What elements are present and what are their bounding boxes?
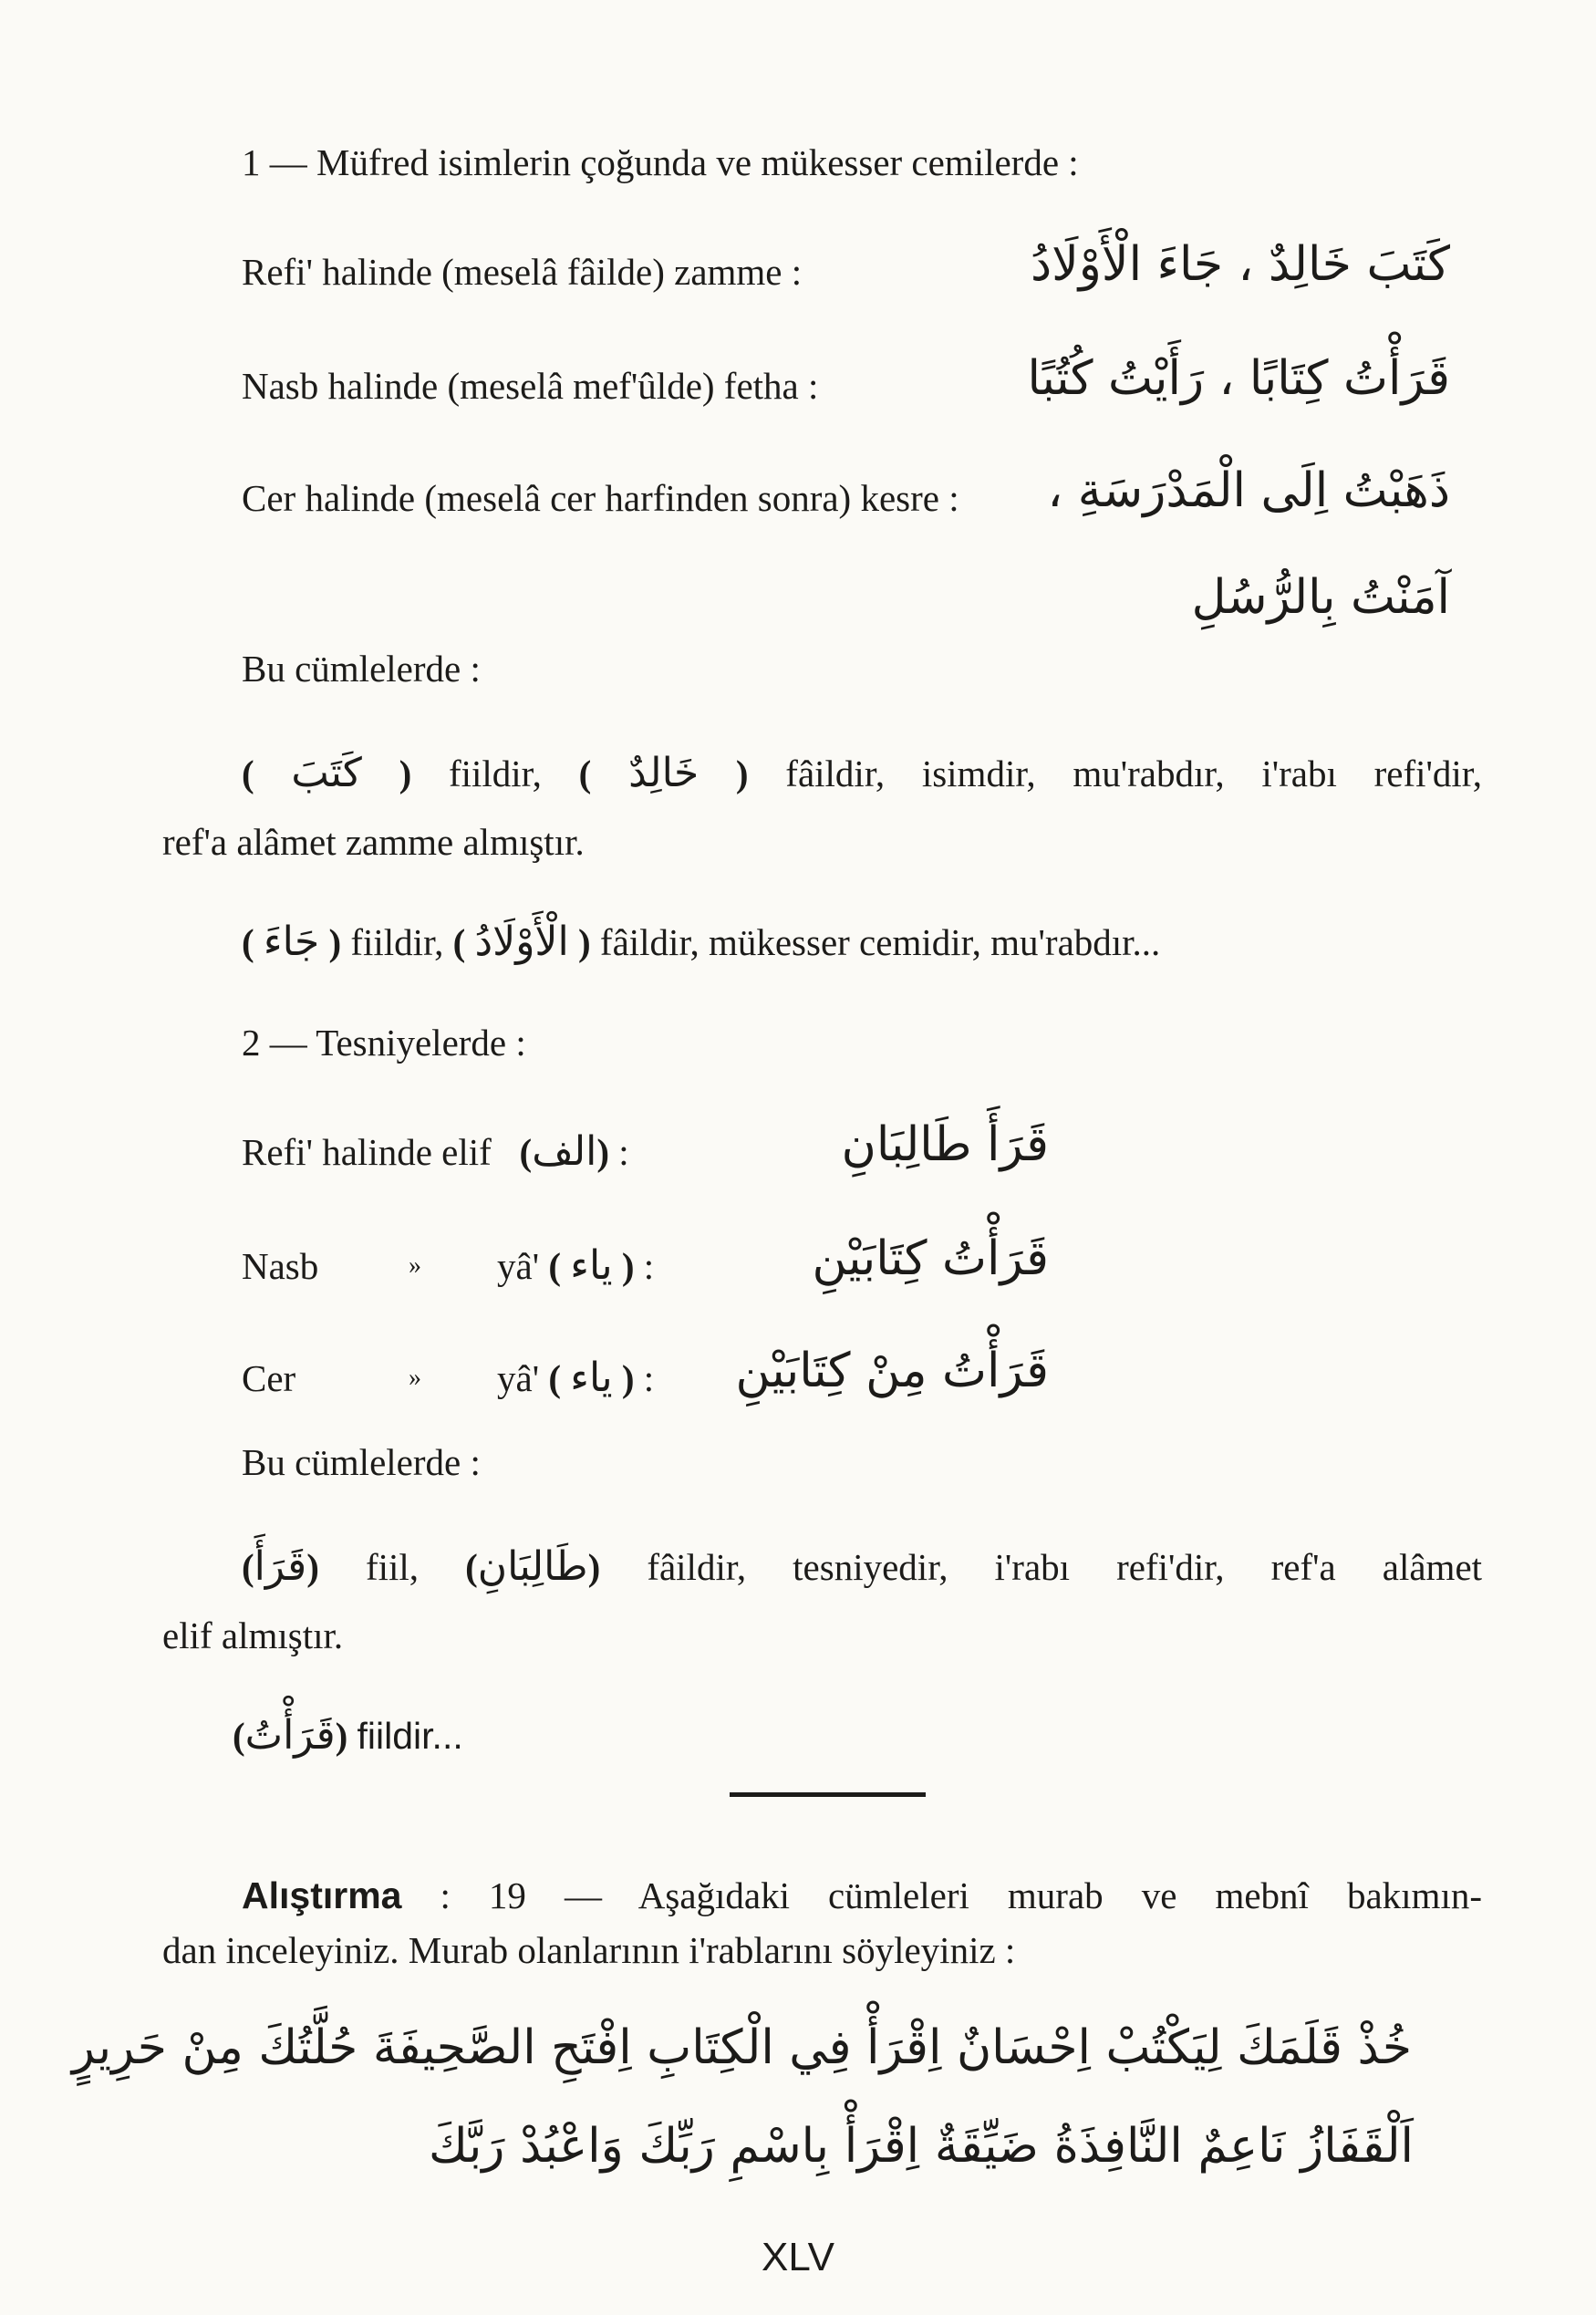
nasb-label: Nasb halinde (meselâ mef'ûlde) fetha : (242, 365, 819, 407)
exercise-label: Alıştırma (242, 1874, 402, 1916)
bu-cumlelerde-1: Bu cümlelerde : (242, 648, 481, 690)
cer-arabic-example: ذَهَبْتُ اِلَى الْمَدْرَسَةِ ، (1047, 463, 1450, 518)
analysis-4: (قَرَأْتُ) fiildir... (233, 1712, 463, 1759)
page-number: XLV (762, 2235, 834, 2279)
refi-label: Refi' halinde (meselâ fâilde) zamme : (242, 251, 803, 293)
tesniye-cer-ya: yâ' ( ياء ) : (497, 1355, 655, 1401)
section2-heading: 2 — Tesniyelerde : (242, 1022, 526, 1064)
exercise-line2: dan inceleyiniz. Murab olanlarının i'rablarını söyleyiniz : (162, 1929, 1016, 1971)
arabic-letter: الف (532, 1128, 597, 1175)
exercise-arabic-line1: خُذْ قَلَمَكَ لِيَكْتُبْ اِحْسَانٌ اِقْرَأْ فِي الْكِتَابِ اِفْتَحِ الصَّحِيفَةَ حُلَّتُكَ مِنْ حَرِيرٍ (71, 2020, 1412, 2075)
arabic-word: طَالِبَانِ (477, 1543, 588, 1590)
tesniye-cer-arabic: قَرَأْتُ مِنْ كِتَابَيْنِ (735, 1344, 1049, 1398)
tesniye-nasb-label: Nasb (242, 1245, 319, 1287)
arabic-word: الْأَوْلَادُ (474, 919, 569, 965)
tesniye-refi-row: Refi' halinde elif (الف) : (242, 1128, 629, 1175)
refi-arabic-example: كَتَبَ خَالِدٌ ، جَاءَ الْأَوْلَادُ (1030, 237, 1450, 292)
cer-label: Cer halinde (meselâ cer harfinden sonra) kesre : (242, 477, 959, 519)
ditto-mark: » (409, 1364, 421, 1392)
analysis-1-line2: ref'a alâmet zamme almıştır. (162, 821, 585, 863)
arabic-word: كَتَبَ (291, 750, 362, 796)
arabic-word: قَرَأَ (254, 1543, 307, 1590)
nasb-arabic-example: قَرَأْتُ كِتَابًا ، رَأَيْتُ كُتُبًا (1027, 351, 1450, 406)
section-divider (730, 1792, 926, 1797)
analysis-3-line1: (قَرَأَ) fiil, (طَالِبَانِ) fâildir, tesniyedir, i'rabı refi'dir, ref'a alâmet (242, 1543, 1483, 1590)
tesniye-cer-label: Cer (242, 1357, 296, 1399)
exercise-arabic-line2: اَلْقَفَازُ نَاعِمٌ النَّافِذَةُ ضَيِّقَةٌ اِقْرَأْ بِاسْمِ رَبِّكَ وَاعْبُدْ رَبَّكَ (429, 2119, 1414, 2174)
ditto-mark: » (409, 1251, 421, 1280)
exercise-heading: Alıştırma : 19 — Aşağıdaki cümleleri murab ve mebnî bakımın- (242, 1874, 1482, 1916)
tesniye-nasb-arabic: قَرَأْتُ كِتَابَيْنِ (812, 1231, 1049, 1286)
section1-heading: 1 — Müfred isimlerin çoğunda ve mükesser cemilerde : (242, 141, 1079, 183)
analysis-1-line1: ( كَتَبَ ) fiildir, ( خَالِدٌ ) fâildir, isimdir, mu'rabdır, i'rabı refi'dir, (242, 750, 1483, 796)
analysis-3-line2: elif almıştır. (162, 1614, 344, 1656)
tesniye-nasb-ya: yâ' ( ياء ) : (497, 1242, 655, 1289)
arabic-word: جَاءَ (263, 919, 320, 965)
bu-cumlelerde-2: Bu cümlelerde : (242, 1441, 481, 1483)
cer-arabic-example-2: آمَنْتُ بِالرُّسُلِ (1191, 570, 1450, 625)
analysis-2: ( جَاءَ ) fiildir, ( الْأَوْلَادُ ) fâildir, mükesser cemidir, mu'rabdır... (242, 919, 1161, 965)
arabic-word: خَالِدٌ (628, 750, 700, 796)
arabic-word: قَرَأْتُ (244, 1712, 336, 1759)
tesniye-refi-arabic: قَرَأَ طَالِبَانِ (841, 1117, 1049, 1172)
